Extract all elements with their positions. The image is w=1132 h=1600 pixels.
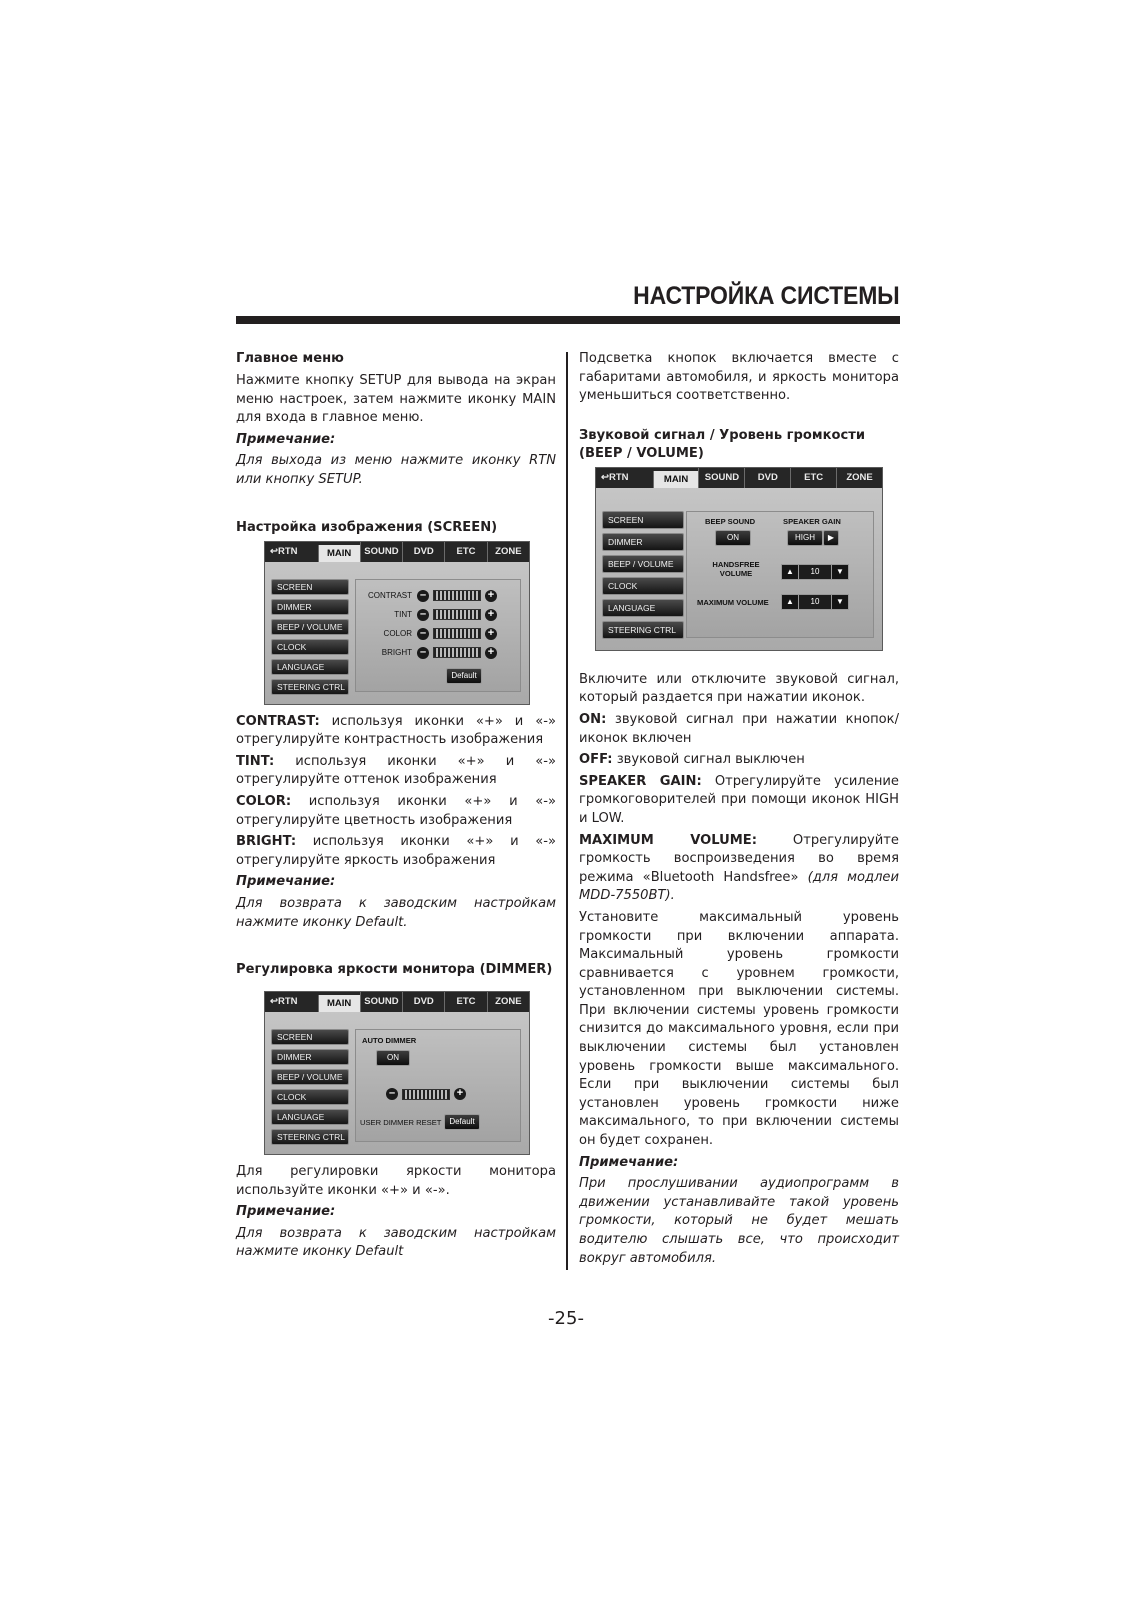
speaker-gain-label: SPEAKER GAIN <box>783 516 841 526</box>
beep-note-label: Примечание: <box>579 1154 679 1170</box>
rtn-icon: ↩ <box>601 471 609 483</box>
menu-item-dimmer[interactable]: DIMMER <box>271 1049 349 1065</box>
menu-item-clock[interactable]: CLOCK <box>602 577 684 595</box>
rtn-icon: ↩ <box>270 996 278 1008</box>
menu-item-screen[interactable]: SCREEN <box>271 1029 349 1045</box>
menu-item-language[interactable]: LANGUAGE <box>602 599 684 617</box>
dimmer-panel <box>355 1029 521 1142</box>
minus-icon[interactable]: – <box>417 609 429 621</box>
menu-item-clock[interactable]: CLOCK <box>271 639 349 655</box>
dimmer-level-row <box>386 1088 466 1100</box>
beep-heading: Звуковой сигнал / Уровень громкости (BEEP / VOLUME) <box>579 427 866 461</box>
contrast-slider[interactable] <box>433 590 481 601</box>
speaker-gain-high-button[interactable]: HIGH <box>787 530 823 546</box>
screen-heading: Настройка изображения (SCREEN) <box>236 519 498 535</box>
handsfree-volume-value: 10 <box>799 564 831 580</box>
tab-zone[interactable]: ZONE <box>836 468 882 488</box>
tint-row <box>362 606 497 625</box>
rtn-icon: ↩ <box>270 545 278 557</box>
up-arrow-icon[interactable]: ▲ <box>781 564 799 580</box>
speaker-gain-term: SPEAKER GAIN: <box>579 773 702 789</box>
handsfree-volume-stepper <box>781 564 849 580</box>
maximum-volume-stepper <box>781 594 849 610</box>
main-menu-note-label: Примечание: <box>236 431 336 447</box>
tab-main[interactable]: MAIN <box>318 545 360 562</box>
main-menu-heading: Главное меню <box>236 351 344 366</box>
tab-sound[interactable]: SOUND <box>360 992 402 1012</box>
beep-panel <box>686 511 874 638</box>
bright-desc: используя иконки «+» и «-» отрегулируйте яркость изображения <box>236 834 556 868</box>
down-arrow-icon[interactable]: ▼ <box>831 594 849 610</box>
minus-icon[interactable]: – <box>417 590 429 602</box>
up-arrow-icon[interactable]: ▲ <box>781 594 799 610</box>
bright-row <box>362 644 497 663</box>
on-term: ON: <box>579 711 607 727</box>
right-column <box>579 350 899 1271</box>
menu-item-beep-volume[interactable]: BEEP / VOLUME <box>602 555 684 573</box>
contrast-term: CONTRAST: <box>236 713 320 729</box>
tab-etc[interactable]: ETC <box>790 468 836 488</box>
tint-label: TINT <box>394 609 412 619</box>
off-desc: звуковой сигнал выключен <box>612 752 805 768</box>
tab-bar <box>265 992 529 1012</box>
settings-menu <box>271 579 349 699</box>
dimmer-note: Для возврата к заводским настройкам нажмите иконку Default <box>236 1225 556 1260</box>
color-row <box>362 625 497 644</box>
max-volume-paragraph: Установите максимальный уровень громкости при включении аппарата. Максимальный уровень громкости сравнивается с уровнем громкости, установленном при выключении системы. При включении системы уровень громкости снизится до максимального уровня, если при выключении системы был установлен уровень громкости выше максимального. Если при выключении системы был установлен уровень громкости ниже максимального, то при включении системы он будет сохранен. <box>579 909 899 1149</box>
handsfree-volume-label: HANDSFREE VOLUME <box>712 559 760 578</box>
tab-sound[interactable]: SOUND <box>360 542 402 562</box>
menu-item-steering-ctrl[interactable]: STEERING CTRL <box>602 621 684 639</box>
plus-icon[interactable]: + <box>454 1088 466 1100</box>
beep-volume-screenshot <box>595 467 883 651</box>
tab-dvd[interactable]: DVD <box>402 992 444 1012</box>
tab-bar <box>265 542 529 562</box>
tint-term: TINT: <box>236 753 275 769</box>
speaker-gain-desc: Отрегулируйте усиление громкоговорителей при помощи иконок HIGH и LOW. <box>579 773 899 826</box>
screen-settings-screenshot <box>264 541 530 705</box>
menu-item-screen[interactable]: SCREEN <box>602 511 684 529</box>
menu-item-language[interactable]: LANGUAGE <box>271 1109 349 1125</box>
tab-dvd[interactable]: DVD <box>402 542 444 562</box>
tab-etc[interactable]: ETC <box>444 992 486 1012</box>
auto-dimmer-on-button[interactable]: ON <box>376 1050 410 1066</box>
plus-icon[interactable]: + <box>485 647 497 659</box>
tab-etc[interactable]: ETC <box>444 542 486 562</box>
tab-sound[interactable]: SOUND <box>698 468 744 488</box>
model-note: (для модлеи MDD-7550BT). <box>579 869 900 904</box>
tab-bar <box>596 468 882 488</box>
backlight-intro: Подсветка кнопок включается вместе с габаритами автомобиля, и яркость монитора уменьшиться соответственно. <box>579 351 899 404</box>
color-label: COLOR <box>383 628 412 638</box>
plus-icon[interactable]: + <box>485 590 497 602</box>
dimmer-note-label: Примечание: <box>236 1204 336 1220</box>
color-desc: используя иконки «+» и «-» отрегулируйте цветность изображения <box>236 793 556 828</box>
menu-item-steering-ctrl[interactable]: STEERING CTRL <box>271 679 349 695</box>
settings-menu <box>271 1029 349 1149</box>
color-slider[interactable] <box>433 628 481 639</box>
plus-icon[interactable]: + <box>485 609 497 621</box>
beep-text: Включите или отключите звуковой сигнал, который раздается при нажатии иконок. <box>579 671 899 706</box>
page-number: -25- <box>548 1308 584 1329</box>
minus-icon[interactable]: – <box>386 1088 398 1100</box>
tint-slider[interactable] <box>433 609 481 620</box>
color-term: COLOR: <box>236 793 292 809</box>
menu-item-dimmer[interactable]: DIMMER <box>271 599 349 615</box>
menu-item-screen[interactable]: SCREEN <box>271 579 349 595</box>
menu-item-language[interactable]: LANGUAGE <box>271 659 349 675</box>
page-title: НАСТРОЙКА СИСТЕМЫ <box>633 282 900 310</box>
maximum-volume-value: 10 <box>799 594 831 610</box>
menu-item-dimmer[interactable]: DIMMER <box>602 533 684 551</box>
maximum-volume-label: MAXIMUM VOLUME <box>697 597 769 607</box>
column-divider <box>566 352 568 1270</box>
minus-icon[interactable]: – <box>417 647 429 659</box>
plus-icon[interactable]: + <box>485 628 497 640</box>
bright-label: BRIGHT <box>381 647 412 657</box>
user-dimmer-reset-label: USER DIMMER RESET <box>360 1118 442 1128</box>
tab-rtn[interactable]: ↩RTN <box>270 545 298 557</box>
menu-item-beep-volume[interactable]: BEEP / VOLUME <box>271 1069 349 1085</box>
tab-dvd[interactable]: DVD <box>744 468 790 488</box>
main-menu-note: Для выхода из меню нажмите иконку RTN или кнопку SETUP. <box>236 453 556 487</box>
screen-panel <box>355 579 521 692</box>
beep-note: При прослушивании аудиопрограмм в движении устанавливайте такой уровень громкости, который не будет мешать водителю слышать все, что происходит вокруг автомобиля. <box>579 1176 899 1266</box>
menu-item-clock[interactable]: CLOCK <box>271 1089 349 1105</box>
contrast-desc: используя иконки «+» и «-» отрегулируйте контрастность изображения <box>236 713 556 748</box>
beep-sound-label: BEEP SOUND <box>705 516 756 526</box>
menu-item-steering-ctrl[interactable]: STEERING CTRL <box>271 1129 349 1145</box>
beep-on-button[interactable]: ON <box>715 530 751 546</box>
main-menu-text: Нажмите кнопку SETUP для вывода на экран меню настроек, затем нажмите иконку MAIN для входа в главное меню. <box>236 373 556 426</box>
tab-main[interactable]: MAIN <box>318 995 360 1012</box>
tab-zone[interactable]: ZONE <box>487 542 529 562</box>
screen-note: Для возврата к заводским настройкам нажмите иконку Default. <box>236 895 556 930</box>
dimmer-heading: Регулировка яркости монитора (DIMMER) <box>236 962 553 978</box>
screen-note-label: Примечание: <box>236 874 336 890</box>
contrast-label: CONTRAST <box>368 590 412 600</box>
left-column <box>236 350 556 1265</box>
bright-slider[interactable] <box>433 647 481 658</box>
tab-zone[interactable]: ZONE <box>487 992 529 1012</box>
tint-desc: используя иконки «+» и «-» отрегулируйте оттенок изображения <box>236 753 556 788</box>
tab-main[interactable]: MAIN <box>653 471 699 488</box>
settings-menu <box>602 511 684 643</box>
auto-dimmer-label: AUTO DIMMER <box>362 1036 417 1046</box>
down-arrow-icon[interactable]: ▼ <box>831 564 849 580</box>
contrast-row <box>362 587 497 606</box>
tab-rtn[interactable]: ↩RTN <box>601 471 629 483</box>
right-arrow-icon[interactable]: ▶ <box>823 530 839 546</box>
menu-item-beep-volume[interactable]: BEEP / VOLUME <box>271 619 349 635</box>
on-desc: звуковой сигнал при нажатии кнопок/иконок включен <box>579 711 899 746</box>
default-button[interactable]: Default <box>444 1114 480 1130</box>
minus-icon[interactable]: – <box>417 628 429 640</box>
maximum-volume-desc: Отрегулируйте громкость воспроизведения во время режима «Bluetooth Handsfree» <box>579 832 899 885</box>
dimmer-text: Для регулировки яркости монитора используйте иконки «+» и «-». <box>236 1164 556 1198</box>
dimmer-settings-screenshot <box>264 991 530 1155</box>
maximum-volume-term: MAXIMUM VOLUME: <box>579 832 757 848</box>
off-term: OFF: <box>579 752 613 768</box>
default-button[interactable]: Default <box>446 668 482 684</box>
dimmer-slider[interactable] <box>402 1089 450 1100</box>
bright-term: BRIGHT: <box>236 834 297 850</box>
tab-rtn[interactable]: ↩RTN <box>270 996 298 1008</box>
title-rule <box>236 316 900 324</box>
